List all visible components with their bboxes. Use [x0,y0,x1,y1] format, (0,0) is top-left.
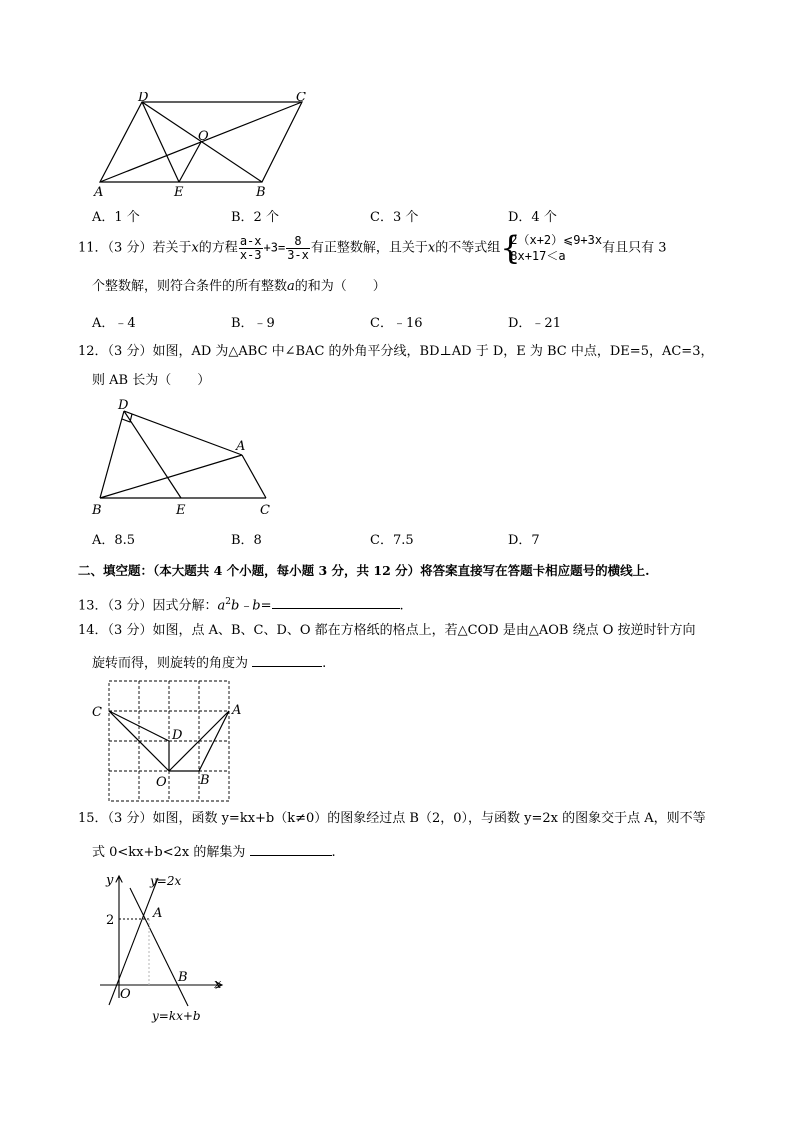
section-2-title: 二、填空题：（本大题共 4 个小题，每小题 3 分，共 12 分）将答案直接写在答题卡相应题号的横线上. [78,563,650,578]
q10-label-a: A [94,185,104,200]
q11-line2a: 个整数解，则符合条件的所有整数 [92,279,288,294]
q11-ineq2: 8x+17＜a [510,249,566,263]
q13-line [78,593,404,615]
q11-frac1-den: x-3 [239,247,262,262]
q15-label-y: y [106,873,114,888]
q11-line1 [78,229,667,267]
q14-label-b: B [200,773,210,788]
q15-answer-blank[interactable] [250,843,332,856]
q10-option-a: A．1 个 [92,210,140,225]
q11-text1: 的方程 [198,240,238,256]
q11-var-x2: x [427,240,436,256]
q12-segment-ba [100,455,242,498]
q15-function-graph [92,868,242,1028]
q15-line2-text: 式 0<kx+b<2x 的解集为 [92,845,246,860]
q12-segment-de [124,411,181,498]
q11-var-a: a [287,279,295,294]
q11-option-b: B．﹣9 [231,316,275,331]
q13-exponent: 2 [225,597,231,607]
q10-label-e: E [174,185,184,200]
q12-label-d: D [118,398,129,413]
q11-line2b: 的和为（ ） [294,279,386,294]
q11-text2: 有正整数解，且关于 [310,240,428,256]
q14-label-c: C [92,705,102,720]
q13-end: . [399,598,404,614]
q12-segment-bd [100,411,124,498]
q11-plus3: +3= [263,240,286,255]
q11-brace: { [500,229,521,267]
q10-parallelogram-figure [92,92,322,202]
q12-option-a: A．8.5 [92,533,136,548]
q11-ineq1: 2（x+2）⩽9+3x [510,233,603,247]
q14-grid-figure [88,676,248,804]
q15-line2 [92,843,336,862]
q14-label-o: O [156,775,167,790]
q15-label-b: B [178,970,188,985]
q12-label-b: B [92,503,102,518]
q13-answer-blank[interactable] [272,596,400,609]
q11-option-d: D．﹣21 [508,316,561,331]
q14-answer-blank[interactable] [252,654,322,667]
q11-var-x: x [191,240,199,256]
q12-line2: 则 AB 长为（ ） [92,373,211,388]
q10-label-b: B [256,185,266,200]
q11-text4: 有且只有 3 [602,240,667,256]
q15-label-2: 2 [106,913,115,928]
q14-line2 [92,654,326,673]
q15-label-a: A [153,906,163,921]
q11-text3: 的不等式组 [435,240,501,256]
q11-frac2-den: 3-x [287,247,309,262]
q14-label-a: A [232,703,242,718]
q10-option-b: B．2 个 [231,210,279,225]
q14-line1: 14．（3 分）如图，点 A、B、C、D、O 都在方格纸的格点上，若△COD 是由△AOB 绕点 O 按逆时针方向 [78,623,696,638]
q12-option-b: B．8 [231,533,262,548]
q11-inequality-system [500,229,603,267]
q10-label-o: O [198,129,209,144]
q15-line-y-2x [109,878,158,1005]
q15-line1: 15．（3 分）如图，函数 y=kx+b（k≠0）的图象经过点 B（2，0），与函数 y=2x 的图象交于点 A，则不等 [78,811,706,826]
q12-line1: 12．（3 分）如图，AD 为△ABC 中∠BAC 的外角平分线，BD⊥AD 于 D，E 为 BC 中点，DE=5，AC=3， [78,344,714,359]
q11-frac1-num: a-x [239,233,262,248]
q15-end: . [331,845,336,860]
q12-triangle-figure [88,398,278,518]
q11-prefix: 11．（3 分）若关于 [78,240,192,256]
q12-label-e: E [176,503,186,518]
q11-fraction-2 [286,235,310,262]
q10-segment-eo [179,142,201,182]
q15-label-x: x [214,977,222,992]
q15-label-ykxb: y=kx+b [152,1009,201,1023]
q13-prefix: 13．（3 分）因式分解： [78,598,218,614]
q10-label-d: D [138,92,149,105]
q12-option-c: C．7.5 [370,533,414,548]
q12-segment-ac [242,455,266,498]
q12-label-c: C [260,503,270,518]
q11-line2 [92,278,386,296]
q11-option-c: C．﹣16 [370,316,423,331]
q12-option-d: D．7 [508,533,540,548]
q14-line2-text: 旋转而得，则旋转的角度为 [92,656,249,671]
q15-label-o: O [120,987,131,1002]
q12-segment-da [124,411,242,455]
q13-expr-rest: b﹣b= [230,598,272,614]
q15-label-y2x: y=2x [150,874,182,888]
q11-frac2-num: 8 [286,235,310,249]
q10-label-c: C [296,92,306,105]
q13-expr-a: a [217,598,226,614]
q11-fraction-1 [239,235,263,262]
q10-option-c: C．3 个 [370,210,419,225]
q14-end: . [322,656,327,671]
q11-option-a: A．﹣4 [92,316,136,331]
q12-label-a: A [236,439,246,454]
q10-option-d: D．4 个 [508,210,557,225]
q14-label-d: D [172,728,183,743]
